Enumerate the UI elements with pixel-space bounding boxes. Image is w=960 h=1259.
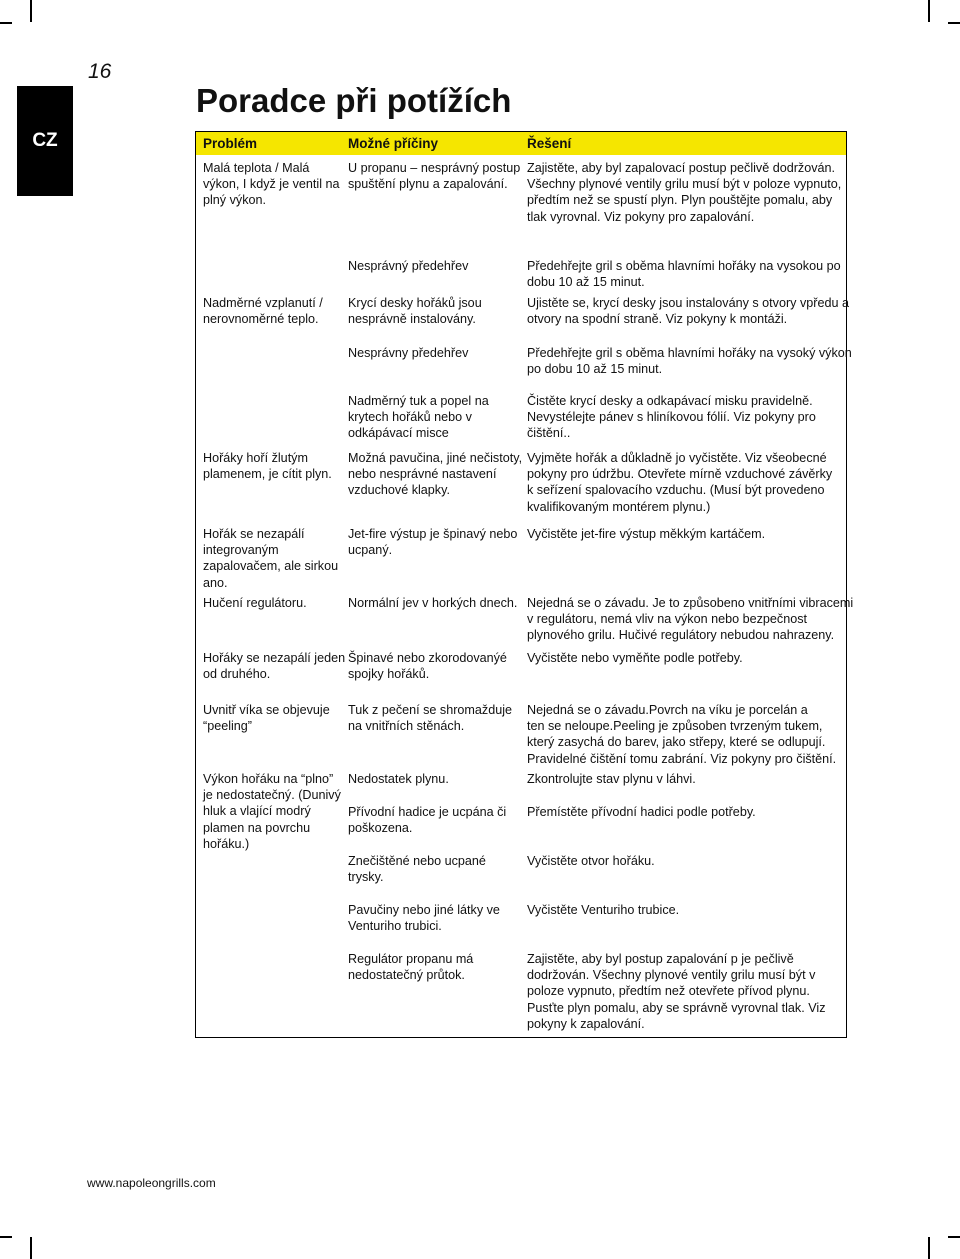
cell-line: Nevystélejte pánev s hliníkovou fólií. Viz pokyny pro — [527, 410, 816, 425]
cell-line: Malá teplota / Malá — [203, 161, 310, 175]
cell-line: spojky hořáků. — [348, 667, 430, 682]
problem-cell — [203, 160, 340, 209]
cell-line: Pusťte plyn pomalu, aby se správně vyrovnal tlak. Viz — [527, 1000, 826, 1015]
cell-line: “peeling” — [203, 719, 253, 734]
cell-line: Vyčistěte nebo vyměňte podle potřeby. — [527, 651, 743, 665]
cell-line: odkápávací misce — [348, 426, 449, 441]
footer-url: www.napoleongrills.com — [87, 1176, 216, 1190]
cell-line: poloze vypnuto, předtím než otevřete přívod plynu. — [527, 984, 810, 999]
solution-cell — [527, 345, 852, 377]
solution-cell — [527, 650, 743, 666]
cause-cell — [348, 450, 522, 499]
cell-line: Jet-fire výstup je špinavý nebo — [348, 527, 518, 541]
cause-cell — [348, 345, 468, 361]
crop-mark — [30, 0, 32, 22]
solution-cell — [527, 450, 832, 515]
cell-line: Ujistěte se, krycí desky jsou instalovány s otvory vpředu a — [527, 296, 849, 310]
cell-line: Regulátor propanu má — [348, 952, 474, 966]
cell-line: Předehřejte gril s oběma hlavními hořáky na vysokou po — [527, 259, 841, 273]
cell-line: ucpaný. — [348, 543, 393, 558]
crop-mark — [0, 22, 12, 24]
solution-cell — [527, 902, 679, 918]
problem-cell — [203, 702, 330, 734]
cell-line: trysky. — [348, 870, 384, 885]
cell-line: Zkontrolujte stav plynu v láhvi. — [527, 772, 696, 786]
cause-cell — [348, 702, 512, 734]
cell-line: ano. — [203, 575, 228, 590]
solution-cell — [527, 295, 849, 327]
cell-line: Hořáky se nezapálí jeden — [203, 651, 346, 665]
problem-cell — [203, 526, 338, 591]
cell-line: Čistěte krycí desky a odkapávací misku pravidelně. — [527, 394, 813, 408]
cell-line: Zajistěte, aby byl zapalovací postup pečlivě dodržován. — [527, 161, 836, 175]
cell-line: pokyny k zapalování. — [527, 1016, 645, 1031]
cell-line: pokyny pro údržbu. Otevřete mírně vzduchové závěrky — [527, 467, 833, 482]
cell-line: ten se neloupe.Peeling je způsoben tvrzeným tukem, — [527, 719, 823, 734]
cell-line: Přemístěte přívodní hadici podle potřeby. — [527, 805, 756, 819]
cell-line: Nesprávny předehřev — [348, 346, 469, 360]
cell-line: otvory na spodní straně. Viz pokyny k montáži. — [527, 312, 788, 327]
cause-cell — [348, 804, 506, 836]
cell-line: Zajistěte, aby byl postup zapalování p je pečlivě — [527, 952, 794, 966]
crop-mark — [30, 1237, 32, 1259]
solution-cell — [527, 951, 826, 1032]
cell-line: Tuk z pečení se shromažduje — [348, 703, 513, 717]
crop-mark — [0, 1236, 12, 1238]
cell-line: v regulátoru, nemá vliv na výkon nebo bezpečnost — [527, 612, 808, 627]
cell-line: plamen na povrchu — [203, 820, 311, 835]
cell-line: dodržován. Všechny plynové ventily grilu musí být v — [527, 968, 816, 983]
cause-cell — [348, 595, 517, 611]
cause-cell — [348, 650, 507, 682]
cell-line: Normální jev v horkých dnech. — [348, 596, 518, 610]
cell-line: dobu 10 až 15 minut. — [527, 275, 645, 290]
cell-line: Výkon hořáku na “plno” — [203, 772, 334, 786]
cell-line: je nedostatečný. (Dunivý — [203, 788, 341, 803]
cell-line: čištění.. — [527, 426, 571, 441]
problem-cell — [203, 450, 332, 482]
cause-cell — [348, 526, 517, 558]
cell-line: nerovnoměrné teplo. — [203, 312, 319, 327]
cell-line: Vyčistěte Venturiho trubice. — [527, 903, 680, 917]
cause-cell — [348, 771, 449, 787]
cell-line: krytech hořáků nebo v — [348, 410, 472, 425]
cell-line: výkon, I když je ventil na — [203, 177, 340, 192]
crop-mark — [928, 0, 930, 22]
cell-line: Nadměrný tuk a popel na — [348, 394, 489, 408]
cell-line: Pravidelné čištění tomu zabrání. Viz pokyny pro čištění. — [527, 751, 837, 766]
cell-line: Hučení regulátoru. — [203, 596, 307, 610]
cell-line: plný výkon. — [203, 193, 266, 208]
cell-line: od druhého. — [203, 667, 271, 682]
cell-line: U propanu – nesprávný postup — [348, 161, 521, 175]
cell-line: Nejedná se o závadu. Je to způsobeno vnitřními vibracemi — [527, 596, 854, 610]
cell-line: Předehřejte gril s oběma hlavními hořáky na vysoký výkon — [527, 346, 852, 360]
cell-line: Nedostatek plynu. — [348, 772, 449, 786]
cell-line: Přívodní hadice je ucpána či — [348, 805, 507, 819]
cell-line: plamenem, je cítit plyn. — [203, 467, 332, 482]
problem-cell — [203, 295, 323, 327]
cell-line: hluk a vlající modrý — [203, 804, 311, 819]
cause-cell — [348, 902, 500, 934]
cell-line: Všechny plynové ventily grilu musí být v poloze vypnuto, — [527, 177, 842, 192]
cell-line: Nadměrné vzplanutí / — [203, 296, 323, 310]
cell-line: spuštění plynu a zapalování. — [348, 177, 508, 192]
cell-line: Nesprávný předehřev — [348, 259, 469, 273]
cause-cell — [348, 258, 468, 274]
cell-line: který zasychá do barev, jako střepy, které se odlupují. — [527, 735, 826, 750]
solution-cell — [527, 160, 841, 225]
cause-cell — [348, 951, 473, 983]
cause-cell — [348, 853, 486, 885]
cell-line: Uvnitř víka se objevuje — [203, 703, 330, 717]
problem-cell — [203, 650, 345, 682]
problem-cell — [203, 595, 307, 611]
cell-line: nedostatečný průtok. — [348, 968, 465, 983]
cell-line: Znečištěné nebo ucpané — [348, 854, 486, 868]
cell-line: nebo nesprávné nastavení — [348, 467, 497, 482]
cause-cell — [348, 160, 520, 192]
cell-line: vzduchové klapky. — [348, 483, 450, 498]
solution-cell — [527, 595, 853, 644]
header-solution: Řešení — [527, 136, 572, 151]
cell-line: Hořáky hoří žlutým — [203, 451, 308, 465]
cause-cell — [348, 295, 482, 327]
header-problem: Problém — [203, 136, 258, 151]
cell-line: nesprávně instalovány. — [348, 312, 476, 327]
cell-line: Vyjměte hořák a důkladně jo vyčistěte. Viz všeobecné — [527, 451, 827, 465]
cell-line: poškozena. — [348, 821, 413, 836]
crop-mark — [948, 1236, 960, 1238]
language-tab: CZ — [17, 86, 73, 196]
cell-line: tlak vyrovnal. Viz pokyny pro zapalování. — [527, 209, 755, 224]
cell-line: Vyčistěte jet-fire výstup měkkým kartáčem. — [527, 527, 766, 541]
cell-line: Špinavé nebo zkorodovanýé — [348, 651, 507, 665]
solution-cell — [527, 526, 765, 542]
cell-line: integrovaným — [203, 543, 279, 558]
solution-cell — [527, 853, 655, 869]
cell-line: předtím než se spustí plyn. Plyn pouštějte pomalu, aby — [527, 193, 833, 208]
crop-mark — [928, 1237, 930, 1259]
solution-cell — [527, 258, 841, 290]
solution-cell — [527, 393, 816, 442]
crop-mark — [948, 22, 960, 24]
solution-cell — [527, 702, 836, 767]
cell-line: po dobu 10 až 15 minut. — [527, 362, 663, 377]
cell-line: kvalifikovaným montérem plynu.) — [527, 499, 711, 514]
cell-line: Nejedná se o závadu.Povrch na víku je porcelán a — [527, 703, 808, 717]
header-causes: Možné příčiny — [348, 136, 439, 151]
cell-line: Možná pavučina, jiné nečistoty, — [348, 451, 523, 465]
cell-line: Vyčistěte otvor hořáku. — [527, 854, 655, 868]
solution-cell — [527, 804, 756, 820]
page-number: 16 — [88, 60, 112, 83]
cell-line: hořáku.) — [203, 836, 250, 851]
cell-line: Krycí desky hořáků jsou — [348, 296, 482, 310]
cell-line: zapalovačem, ale sirkou — [203, 559, 339, 574]
problem-cell — [203, 771, 341, 852]
cell-line: plynového grilu. Hučivé regulátory nebudou nahrazeny. — [527, 628, 835, 643]
cell-line: Hořák se nezapálí — [203, 527, 305, 541]
cell-line: Venturiho trubici. — [348, 919, 442, 934]
cell-line: na vnitřních stěnách. — [348, 719, 465, 734]
page-title: Poradce při potížích — [196, 82, 512, 119]
solution-cell — [527, 771, 696, 787]
cell-line: Pavučiny nebo jiné látky ve — [348, 903, 500, 917]
cell-line: k seřízení spalovacího vzduchu. (Musí být provedeno — [527, 483, 825, 498]
cause-cell — [348, 393, 489, 442]
